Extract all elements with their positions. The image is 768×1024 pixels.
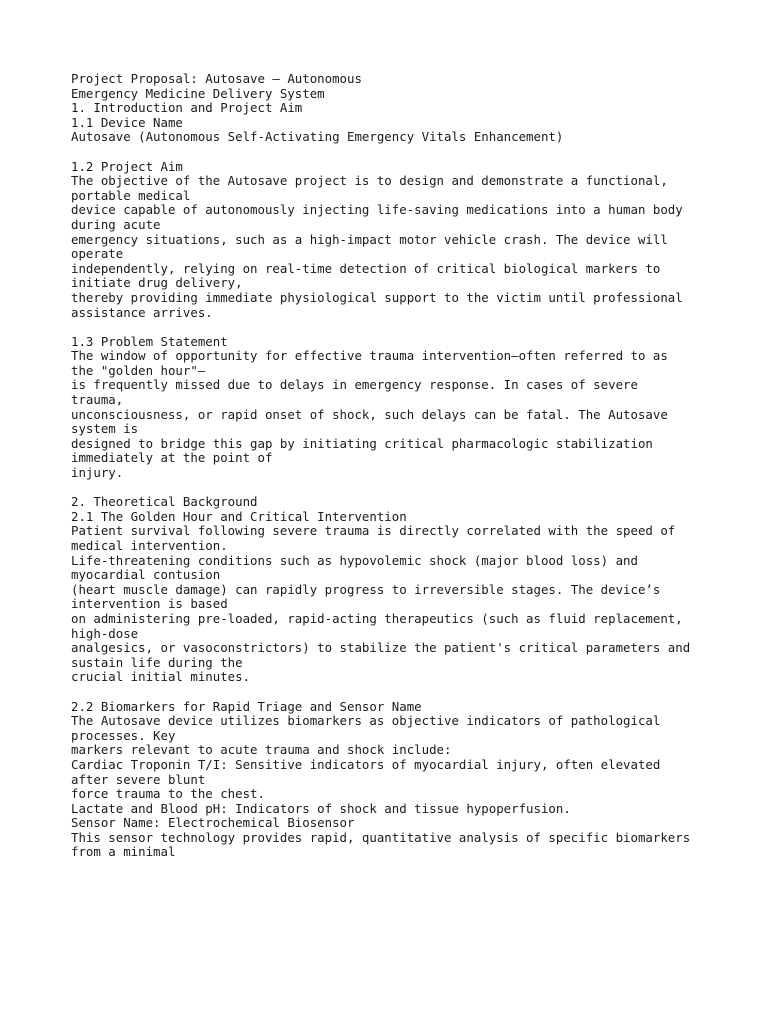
text-line: from a minimal	[71, 844, 176, 860]
text-line: This sensor technology provides rapid, quantitative analysis of specific biomarkers	[71, 829, 691, 845]
text-line: is frequently missed due to delays in emergency response. In cases of severe	[71, 377, 638, 393]
text-line: force trauma to the chest.	[71, 786, 265, 802]
text-line: 1. Introduction and Project Aim	[71, 100, 303, 116]
text-line: after severe blunt	[71, 771, 206, 787]
text-line: initiate drug delivery,	[71, 275, 243, 291]
text-line: analgesics, or vasoconstrictors) to stabilize the patient's critical parameters and	[71, 640, 691, 656]
text-line: Autosave (Autonomous Self-Activating Emergency Vitals Enhancement)	[71, 129, 564, 145]
text-line: The window of opportunity for effective trauma intervention—often referred to as	[71, 348, 668, 364]
text-line: Sensor Name: Electrochemical Biosensor	[71, 815, 355, 831]
text-line: The objective of the Autosave project is to design and demonstrate a functional,	[71, 173, 668, 189]
text-line: trauma,	[71, 392, 124, 408]
text-line: thereby providing immediate physiological support to the victim until professional	[71, 289, 683, 305]
text-line: the "golden hour"—	[71, 362, 206, 378]
text-line: Project Proposal: Autosave – Autonomous	[71, 71, 362, 86]
text-line: 1.1 Device Name	[71, 114, 183, 130]
text-line: 2.1 The Golden Hour and Critical Intervention	[71, 508, 407, 524]
text-line: injury.	[71, 465, 124, 481]
text-line: device capable of autonomously injecting life-saving medications into a human body	[71, 202, 683, 218]
text-line: Cardiac Troponin T/I: Sensitive indicators of myocardial injury, often elevated	[71, 756, 661, 772]
document-body	[71, 72, 768, 860]
text-line: Life-threatening conditions such as hypovolemic shock (major blood loss) and	[71, 552, 638, 568]
text-line: unconsciousness, or rapid onset of shock, such delays can be fatal. The Autosave	[71, 406, 668, 422]
text-line: Lactate and Blood pH: Indicators of shock and tissue hypoperfusion.	[71, 800, 571, 816]
text-line: 2. Theoretical Background	[71, 494, 258, 510]
text-line: crucial initial minutes.	[71, 669, 251, 685]
text-line: (heart muscle damage) can rapidly progress to irreversible stages. The device’s	[71, 581, 661, 597]
text-line: Patient survival following severe trauma is directly correlated with the speed of	[71, 523, 676, 539]
section-biomarkers	[71, 700, 768, 861]
text-line: 1.3 Problem Statement	[71, 333, 228, 349]
section-problem-statement	[71, 335, 768, 481]
section-project-aim	[71, 160, 768, 321]
text-line: system is	[71, 421, 139, 437]
text-line: high-dose	[71, 625, 139, 641]
text-line: medical intervention.	[71, 538, 228, 553]
text-line: intervention is based	[71, 596, 228, 612]
text-line: markers relevant to acute trauma and shock include:	[71, 742, 452, 758]
text-line: myocardial contusion	[71, 567, 221, 583]
text-line: processes. Key	[71, 727, 176, 743]
text-line: designed to bridge this gap by initiating critical pharmacologic stabilization	[71, 435, 653, 451]
text-line: during acute	[71, 216, 161, 232]
text-line: sustain life during the	[71, 654, 243, 670]
text-line: immediately at the point of	[71, 450, 273, 466]
text-line: operate	[71, 246, 124, 262]
text-line: on administering pre-loaded, rapid-acting therapeutics (such as fluid replacement,	[71, 610, 683, 626]
text-line: 2.2 Biomarkers for Rapid Triage and Sensor Name	[71, 698, 422, 714]
section-title	[71, 72, 768, 145]
text-line: independently, relying on real-time detection of critical biological markers to	[71, 260, 661, 276]
text-line: emergency situations, such as a high-impact motor vehicle crash. The device will	[71, 231, 668, 247]
text-line: 1.2 Project Aim	[71, 158, 183, 174]
text-line: The Autosave device utilizes biomarkers as objective indicators of pathological	[71, 713, 661, 729]
section-theoretical-background	[71, 495, 768, 685]
text-line: portable medical	[71, 187, 191, 203]
text-line: Emergency Medicine Delivery System	[71, 85, 325, 101]
text-line: assistance arrives.	[71, 304, 213, 320]
